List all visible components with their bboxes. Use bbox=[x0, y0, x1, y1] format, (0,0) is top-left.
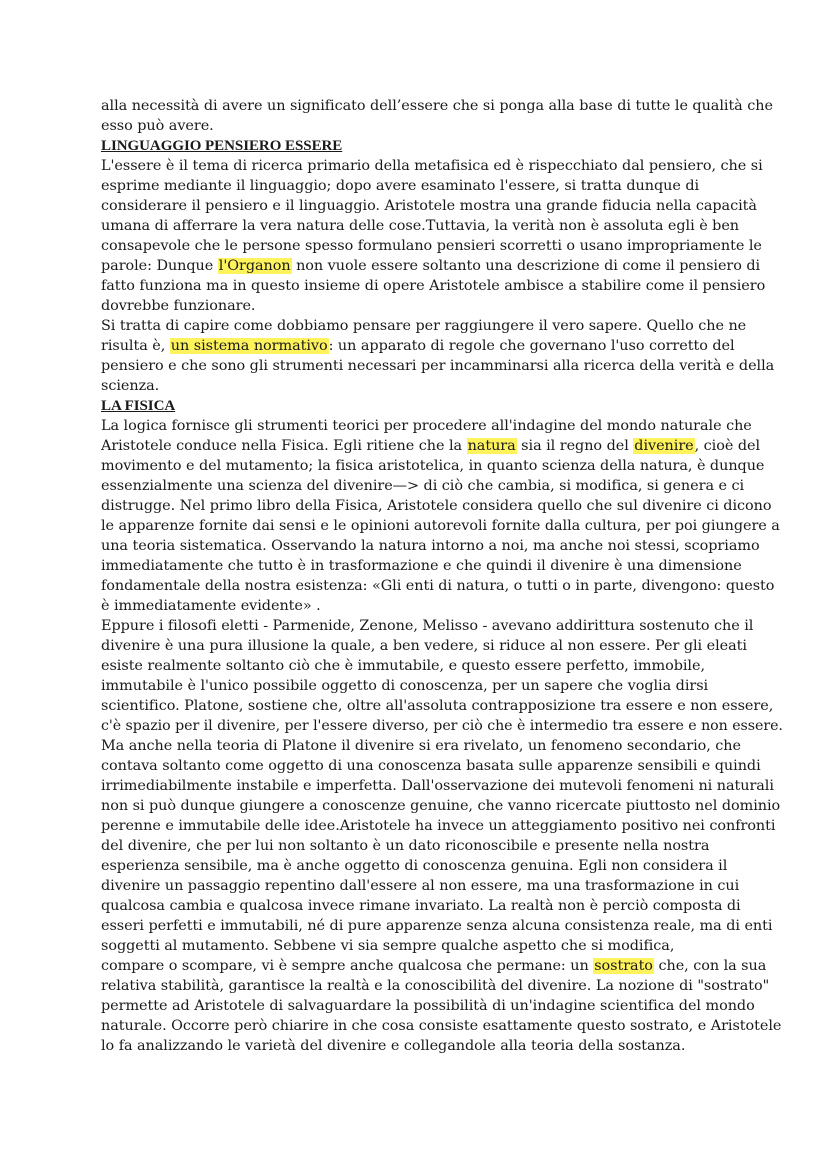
text-line bbox=[101, 856, 788, 876]
text-line bbox=[101, 356, 788, 376]
text-segment: immediatamente che tutto è in trasformazione e che quindi il divenire è una dimensione bbox=[101, 558, 742, 574]
text-segment: LINGUAGGIO PENSIERO ESSERE bbox=[101, 138, 343, 154]
text-line bbox=[101, 916, 788, 936]
text-segment: non si può dunque giungere a conoscenze genuine, che vanno ricercate piuttosto nel dominio bbox=[101, 798, 781, 814]
text-line bbox=[101, 496, 788, 516]
text-line bbox=[101, 936, 788, 956]
text-segment: Aristotele conduce nella Fisica. Egli ritiene che la bbox=[101, 438, 467, 454]
text-line bbox=[101, 896, 788, 916]
text-line bbox=[101, 476, 788, 496]
text-line bbox=[101, 716, 788, 736]
text-segment: dovrebbe funzionare. bbox=[101, 298, 256, 314]
text-segment: una teoria sistematica. Osservando la natura intorno a noi, ma anche noi stessi, scopriamo bbox=[101, 538, 760, 554]
text-line bbox=[101, 616, 788, 636]
text-line bbox=[101, 236, 788, 256]
text-segment: esprime mediante il linguaggio; dopo avere esaminato l'essere, si tratta dunque di bbox=[101, 178, 700, 194]
text-line bbox=[101, 876, 788, 896]
text-line bbox=[101, 1016, 788, 1036]
text-segment: essenzialmente una scienza del divenire—> di ciò che cambia, si modifica, si genera e ci bbox=[101, 478, 745, 494]
text-line bbox=[101, 996, 788, 1016]
text-segment: distrugge. Nel primo libro della Fisica, Aristotele considera quello che sul divenire ci dicono bbox=[101, 498, 772, 514]
text-segment: permette ad Aristotele di salvaguardare la possibilità di un'indagine scientifica del mondo bbox=[101, 998, 755, 1014]
text-segment: del divenire, che per lui non soltanto è un dato riconoscibile e presente nella nostra bbox=[101, 838, 710, 854]
text-segment: compare o scompare, vi è sempre anche qualcosa che permane: un bbox=[101, 958, 594, 974]
text-segment: umana di afferrare la vera natura delle cose.Tuttavia, la verità non è assoluta egli è ben bbox=[101, 218, 740, 234]
text-segment: risulta è, bbox=[101, 338, 170, 354]
text-segment: considerare il pensiero e il linguaggio. Aristotele mostra una grande fiducia nella capacità bbox=[101, 198, 757, 214]
text-segment: scienza. bbox=[101, 378, 160, 394]
text-line bbox=[101, 436, 788, 456]
text-segment: divenire è una pura illusione la quale, a ben vedere, si riduce al non essere. Per gli eleati bbox=[101, 638, 747, 654]
text-segment: Si tratta di capire come dobbiamo pensare per raggiungere il vero sapere. Quello che ne bbox=[101, 318, 747, 334]
text-segment: immutabile è l'unico possibile oggetto di conoscenza, per un sapere che voglia dirsi bbox=[101, 678, 709, 694]
text-line bbox=[101, 676, 788, 696]
text-line bbox=[101, 456, 788, 476]
text-line bbox=[101, 736, 788, 756]
text-segment: esso può avere. bbox=[101, 118, 214, 134]
text-segment: pensiero e che sono gli strumenti necessari per incamminarsi alla ricerca della verità e della bbox=[101, 358, 775, 374]
text-line bbox=[101, 836, 788, 856]
text-segment: : un apparato di regole che governano l'uso corretto del bbox=[328, 338, 735, 354]
text-line bbox=[101, 696, 788, 716]
text-segment: fondamentale della nostra esistenza: «Gli enti di natura, o tutti o in parte, divengono: questo bbox=[101, 578, 775, 594]
text-segment: qualcosa cambia e qualcosa invece rimane invariato. La realtà non è perciò composta di bbox=[101, 898, 741, 914]
text-segment: La logica fornisce gli strumenti teorici per procedere all'indagine del mondo naturale che bbox=[101, 418, 752, 434]
text-segment: , cioè del bbox=[694, 438, 761, 454]
text-segment: non vuole essere soltanto una descrizione di come il pensiero di bbox=[291, 258, 761, 274]
text-segment: soggetti al mutamento. Sebbene vi sia sempre qualche aspetto che si modifica, bbox=[101, 938, 675, 954]
text-line bbox=[101, 276, 788, 296]
text-segment: esperienza sensibile, ma è anche oggetto di conoscenza genuina. Egli non considera il bbox=[101, 858, 728, 874]
text-segment: scientifico. Platone, sostiene che, oltre all'assoluta contrapposizione tra essere e non essere, bbox=[101, 698, 774, 714]
text-line bbox=[101, 416, 788, 436]
text-line bbox=[101, 156, 788, 176]
text-segment: irrimediabilmente instabile e imperfetta. Dall'osservazione dei mutevoli fenomeni ni naturali bbox=[101, 778, 774, 794]
text-line bbox=[101, 216, 788, 236]
text-line bbox=[101, 816, 788, 836]
text-segment: esiste realmente soltanto ciò che è immutabile, e questo essere perfetto, immobile, bbox=[101, 658, 705, 674]
highlighted-term: divenire bbox=[634, 438, 694, 454]
highlighted-term: natura bbox=[467, 438, 516, 454]
text-line bbox=[101, 756, 788, 776]
text-line bbox=[101, 256, 788, 276]
text-line bbox=[101, 296, 788, 316]
section-heading bbox=[101, 396, 788, 416]
text-segment: divenire un passaggio repentino dall'essere al non essere, ma una trasformazione in cui bbox=[101, 878, 740, 894]
text-segment: consapevole che le persone spesso formulano pensieri scorretti o usano impropriamente le bbox=[101, 238, 762, 254]
text-line bbox=[101, 176, 788, 196]
text-line bbox=[101, 776, 788, 796]
text-segment: sia il regno del bbox=[516, 438, 634, 454]
text-line bbox=[101, 196, 788, 216]
text-segment: perenne e immutabile delle idee.Aristotele ha invece un atteggiamento positivo nei confronti bbox=[101, 818, 776, 834]
text-segment: c'è spazio per il divenire, per l'essere diverso, per ciò che è intermedio tra essere e non essere. bbox=[101, 718, 783, 734]
text-segment: le apparenze fornite dai sensi e le opinioni autorevoli fornite dalla cultura, per poi giungere a bbox=[101, 518, 780, 534]
highlighted-term: un sistema normativo bbox=[170, 338, 328, 354]
text-line bbox=[101, 796, 788, 816]
text-line bbox=[101, 316, 788, 336]
text-segment: esseri perfetti e immutabili, né di pure apparenze senza alcuna consistenza reale, ma di enti bbox=[101, 918, 773, 934]
text-line bbox=[101, 96, 788, 116]
highlighted-term: sostrato bbox=[594, 958, 653, 974]
text-segment: lo fa analizzando le varietà del divenire e collegandole alla teoria della sostanza. bbox=[101, 1038, 686, 1054]
text-line bbox=[101, 1036, 788, 1056]
text-line bbox=[101, 956, 788, 976]
text-segment: fatto funziona ma in questo insieme di opere Aristotele ambisce a stabilire come il pensiero bbox=[101, 278, 766, 294]
text-line bbox=[101, 976, 788, 996]
text-line bbox=[101, 656, 788, 676]
text-segment: Eppure i filosofi eletti - Parmenide, Zenone, Melisso - avevano addirittura sostenuto che il bbox=[101, 618, 754, 634]
text-line bbox=[101, 376, 788, 396]
text-line bbox=[101, 116, 788, 136]
text-segment: alla necessità di avere un significato dell’essere che si ponga alla base di tutte le qualità che bbox=[101, 98, 773, 114]
text-line bbox=[101, 576, 788, 596]
text-segment: parole: Dunque bbox=[101, 258, 218, 274]
text-segment: contava soltanto come oggetto di una conoscenza basata sulle apparenze sensibili e quindi bbox=[101, 758, 761, 774]
text-line bbox=[101, 556, 788, 576]
text-line bbox=[101, 336, 788, 356]
text-segment: L'essere è il tema di ricerca primario della metafisica ed è rispecchiato dal pensiero, che si bbox=[101, 158, 763, 174]
text-segment: movimento e del mutamento; la fisica aristotelica, in quanto scienza della natura, è dunque bbox=[101, 458, 765, 474]
text-segment: che, con la sua bbox=[653, 958, 767, 974]
text-segment: naturale. Occorre però chiarire in che cosa consiste esattamente questo sostrato, e Aristotele bbox=[101, 1018, 782, 1034]
section-heading bbox=[101, 136, 788, 156]
text-line bbox=[101, 536, 788, 556]
highlighted-term: l'Organon bbox=[218, 258, 291, 274]
text-line bbox=[101, 596, 788, 616]
text-line bbox=[101, 516, 788, 536]
text-line bbox=[101, 636, 788, 656]
text-segment: Ma anche nella teoria di Platone il divenire si era rivelato, un fenomeno secondario, che bbox=[101, 738, 741, 754]
text-segment: LA FISICA bbox=[101, 398, 176, 414]
text-segment: è immediatamente evidente» . bbox=[101, 598, 321, 614]
text-segment: relativa stabilità, garantisce la realtà e la conoscibilità del divenire. La nozione di "sostrato" bbox=[101, 978, 770, 994]
